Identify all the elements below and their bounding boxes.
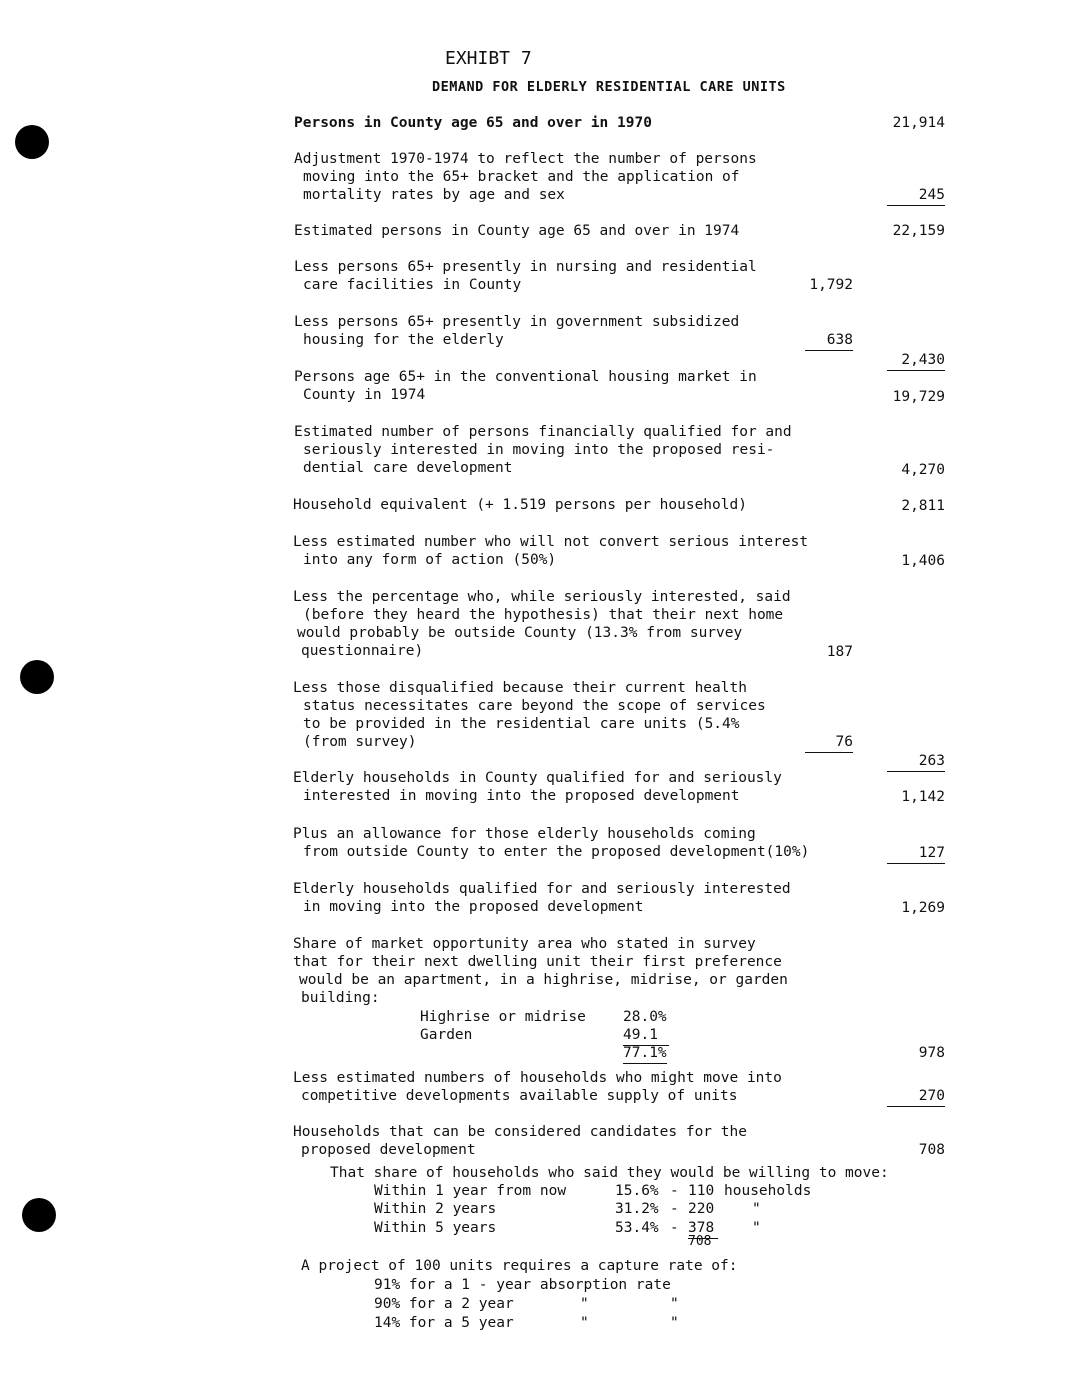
willing-1yr-dash: - <box>670 1183 679 1199</box>
row-persons-1970-value: 21,914 <box>892 115 945 131</box>
row-not-convert-value: 1,406 <box>901 553 945 569</box>
row-candidates-line-2: proposed development <box>301 1142 476 1158</box>
row-share-line-2: that for their next dwelling unit their first preference <box>293 954 782 970</box>
row-adjustment-line-2: moving into the 65+ bracket and the application of <box>303 169 740 185</box>
willing-5yr-label: Within 5 years <box>374 1220 497 1236</box>
row-outside-county-line-2: (before they heard the hypothesis) that their next home <box>303 607 784 623</box>
binder-hole-middle <box>20 660 54 694</box>
share-garden-label: Garden <box>420 1027 473 1043</box>
row-adjustment-value: 245 <box>887 186 945 206</box>
willing-1yr-count: 110 <box>688 1183 715 1199</box>
capture-1yr: 91% for a 1 - year absorption rate <box>374 1277 671 1293</box>
exhibit-subtitle: DEMAND FOR ELDERLY RESIDENTIAL CARE UNITS <box>432 79 786 95</box>
row-outside-county-line-1: Less the percentage who, while seriously interested, said <box>293 589 791 605</box>
row-total-qualified-line-1: Elderly households qualified for and seriously interested <box>293 881 791 897</box>
row-financially-value: 4,270 <box>901 462 945 478</box>
willing-2yr-count: 220 <box>688 1201 715 1217</box>
willing-2yr-label: Within 2 years <box>374 1201 497 1217</box>
binder-hole-top <box>15 125 49 159</box>
row-nursing-line-2: care facilities in County <box>303 277 522 293</box>
capture-5yr-ditto-2: " <box>670 1315 679 1331</box>
willing-5yr-dash: - <box>670 1220 679 1236</box>
row-subsidized-line-1: Less persons 65+ presently in government subsidized <box>294 314 740 330</box>
willing-2yr-dash: - <box>670 1201 679 1217</box>
row-outside-county-line-3: would probably be outside County (13.3% from survey <box>297 625 743 641</box>
row-competitive-value: 270 <box>887 1087 945 1107</box>
row-household-equivalent-value: 2,811 <box>901 498 945 514</box>
row-not-convert-line-1: Less estimated number who will not convert serious interest <box>293 534 809 550</box>
willing-intro: That share of households who said they would be willing to move: <box>330 1165 889 1181</box>
row-conventional-value: 19,729 <box>892 389 945 405</box>
row-persons-1970-label: Persons in County age 65 and over in 1970 <box>294 115 652 131</box>
capture-2yr-ditto-2: " <box>670 1296 679 1312</box>
row-share-line-1: Share of market opportunity area who stated in survey <box>293 936 756 952</box>
row-nursing-subvalue: 1,792 <box>809 277 853 293</box>
row-total-qualified-line-2: in moving into the proposed development <box>303 899 644 915</box>
row-disqualified-line-2: status necessitates care beyond the scope of services <box>303 698 766 714</box>
row-competitive-line-1: Less estimated numbers of households who might move into <box>293 1070 782 1086</box>
capture-2yr: 90% for a 2 year <box>374 1296 514 1312</box>
row-disqualified-line-1: Less those disqualified because their current health <box>293 680 747 696</box>
willing-2yr-unit: " <box>752 1201 761 1217</box>
row-county-qualified-value: 1,142 <box>901 789 945 805</box>
capture-2yr-ditto-1: " <box>580 1296 589 1312</box>
row-share-line-3: would be an apartment, in a highrise, midrise, or garden <box>299 972 788 988</box>
row-adjustment-line-3: mortality rates by age and sex <box>303 187 565 203</box>
share-garden-pct: 49.1 <box>623 1026 669 1046</box>
row-conventional-line-1: Persons age 65+ in the conventional housing market in <box>294 369 757 385</box>
row-subsidized-total: 2,430 <box>887 351 945 371</box>
row-conventional-line-2: County in 1974 <box>303 387 426 403</box>
willing-total: 708 <box>688 1234 712 1249</box>
row-total-qualified-value: 1,269 <box>901 900 945 916</box>
row-candidates-value: 708 <box>918 1142 945 1158</box>
willing-1yr-pct: 15.6% <box>615 1183 659 1199</box>
row-subsidized-subvalue: 638 <box>805 331 853 351</box>
row-adjustment-line-1: Adjustment 1970-1974 to reflect the number of persons <box>294 151 757 167</box>
row-allowance-value: 127 <box>887 844 945 864</box>
willing-2yr-pct: 31.2% <box>615 1201 659 1217</box>
row-disqualified-line-4: (from survey) <box>303 734 417 750</box>
share-total-pct: 77.1% <box>623 1044 667 1064</box>
row-household-equivalent-label: Household equivalent (+ 1.519 persons per household) <box>293 497 747 513</box>
row-disqualified-subvalue: 76 <box>805 733 853 753</box>
willing-5yr-unit: " <box>752 1220 761 1236</box>
willing-1yr-label: Within 1 year from now <box>374 1183 567 1199</box>
row-persons-1974-label: Estimated persons in County age 65 and over in 1974 <box>294 223 740 239</box>
capture-intro: A project of 100 units requires a capture rate of: <box>301 1258 738 1274</box>
willing-1yr-unit: households <box>724 1183 812 1199</box>
capture-5yr-ditto-1: " <box>580 1315 589 1331</box>
capture-5yr: 14% for a 5 year <box>374 1315 514 1331</box>
row-county-qualified-line-1: Elderly households in County qualified for and seriously <box>293 770 782 786</box>
row-allowance-line-1: Plus an allowance for those elderly households coming <box>293 826 756 842</box>
row-competitive-line-2: competitive developments available supply of units <box>301 1088 738 1104</box>
row-candidates-line-1: Households that can be considered candidates for the <box>293 1124 747 1140</box>
share-highrise-pct: 28.0% <box>623 1009 667 1025</box>
row-county-qualified-line-2: interested in moving into the proposed development <box>303 788 740 804</box>
row-disqualified-line-3: to be provided in the residential care units (5.4% <box>303 716 740 732</box>
row-disqualified-total: 263 <box>887 752 945 772</box>
willing-5yr-pct: 53.4% <box>615 1220 659 1236</box>
exhibit-title: EXHIBT 7 <box>445 48 532 69</box>
row-not-convert-line-2: into any form of action (50%) <box>303 552 557 568</box>
row-nursing-line-1: Less persons 65+ presently in nursing and residential <box>294 259 757 275</box>
row-subsidized-line-2: housing for the elderly <box>303 332 504 348</box>
row-share-line-4: building: <box>301 990 380 1006</box>
willing-5yr-count: 378 <box>688 1219 718 1239</box>
row-persons-1974-value: 22,159 <box>892 223 945 239</box>
share-highrise-label: Highrise or midrise <box>420 1009 586 1025</box>
row-financially-line-3: dential care development <box>303 460 513 476</box>
row-share-value: 978 <box>918 1045 945 1061</box>
binder-hole-bottom <box>22 1198 56 1232</box>
row-financially-line-1: Estimated number of persons financially qualified for and <box>294 424 792 440</box>
row-outside-county-subvalue: 187 <box>826 644 853 660</box>
row-outside-county-line-4: questionnaire) <box>301 643 424 659</box>
row-financially-line-2: seriously interested in moving into the proposed resi- <box>303 442 775 458</box>
row-allowance-line-2: from outside County to enter the proposed development(10%) <box>303 844 810 860</box>
